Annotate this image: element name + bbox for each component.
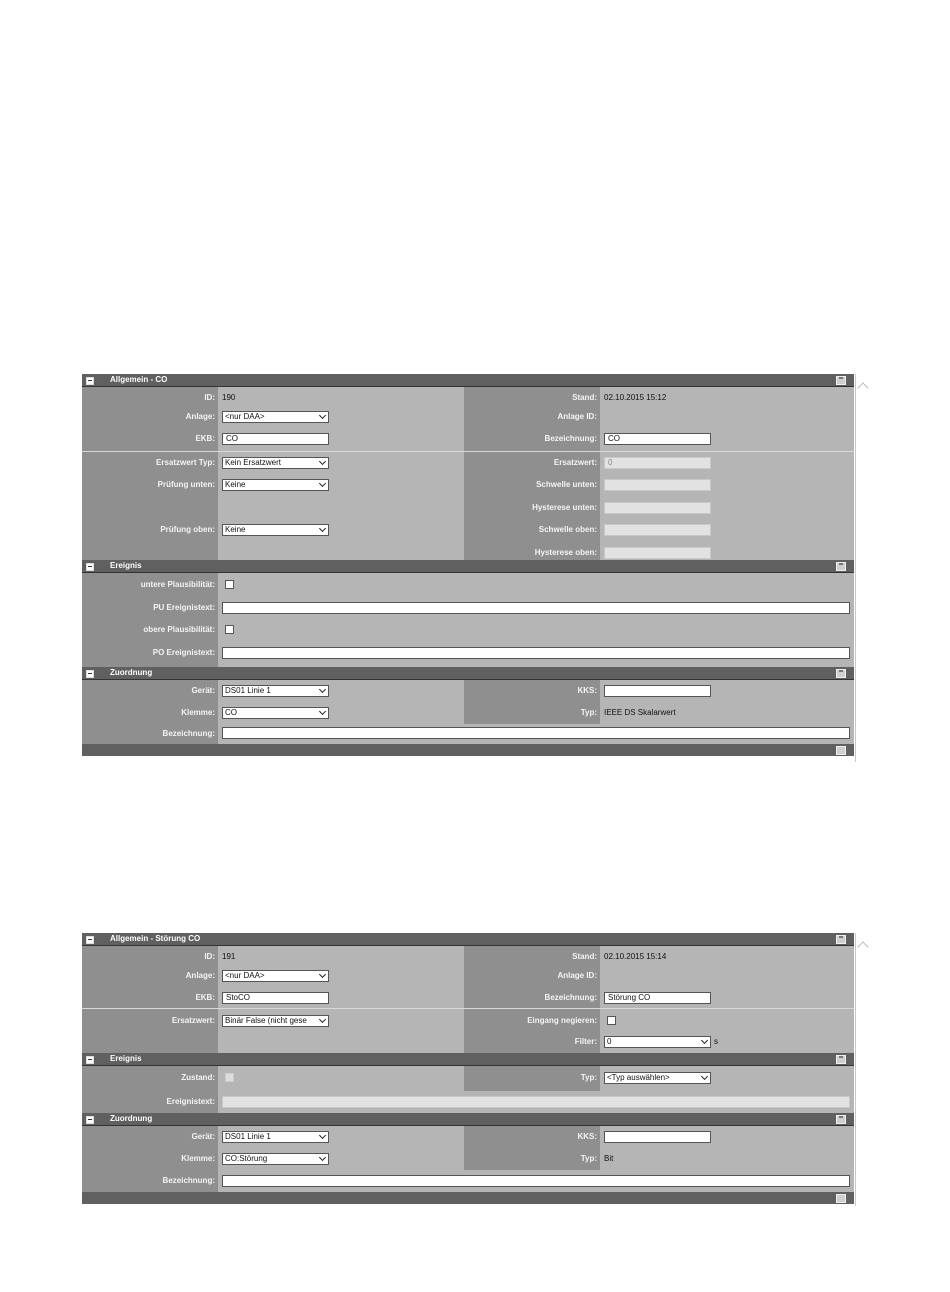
save-icon[interactable] [836, 562, 846, 571]
filter-select[interactable]: 0 [604, 1036, 711, 1048]
anlage-id-label: Anlage ID: [557, 412, 597, 421]
ersatzwert-label: Ersatzwert: [171, 1016, 215, 1025]
filter-unit: s [714, 1037, 718, 1046]
kks-input[interactable] [604, 685, 711, 697]
typ-label: Typ: [580, 1154, 597, 1163]
collapse-icon[interactable] [86, 1116, 94, 1124]
pruefung-oben-select[interactable]: Keine [222, 524, 329, 536]
chevron-down-icon [319, 458, 326, 465]
bezeichnung-input[interactable]: Störung CO [604, 992, 711, 1004]
chevron-down-icon [319, 686, 326, 693]
save-icon[interactable] [836, 1115, 846, 1124]
hysterese-oben-label: Hysterese oben: [534, 548, 597, 557]
section-header-allgemein [82, 933, 854, 946]
anlage-select[interactable]: <nur DAA> [222, 411, 329, 423]
typ-value: Bit [604, 1154, 614, 1163]
save-icon[interactable] [836, 376, 846, 385]
save-icon[interactable] [836, 1194, 846, 1203]
section-title: Zuordnung [110, 1114, 153, 1123]
zustand-checkbox[interactable] [225, 1073, 234, 1082]
stand-label: Stand: [572, 393, 597, 402]
panel-footer [82, 744, 854, 756]
chevron-down-icon [319, 480, 326, 487]
chevron-down-icon [701, 1037, 708, 1044]
section-header-allgemein [82, 374, 854, 387]
schwelle-oben-label: Schwelle oben: [538, 525, 597, 534]
panel-footer [82, 1192, 854, 1204]
scrollbar[interactable] [855, 374, 870, 762]
eingang-negieren-checkbox[interactable] [607, 1016, 616, 1025]
chevron-down-icon [319, 412, 326, 419]
id-value: 190 [222, 393, 236, 402]
ersatzwert-label: Ersatzwert: [553, 458, 597, 467]
zuordnung-bezeichnung-input[interactable] [222, 1175, 850, 1187]
section-body-zuordnung [82, 680, 854, 744]
section-title: Allgemein - Störung CO [110, 934, 201, 943]
ersatzwert-typ-label: Ersatzwert Typ: [156, 458, 215, 467]
typ-value: IEEE DS Skalarwert [604, 708, 676, 717]
anlage-label: Anlage: [185, 971, 215, 980]
chevron-down-icon [319, 1016, 326, 1023]
anlage-id-label: Anlage ID: [557, 971, 597, 980]
chevron-down-icon [319, 525, 326, 532]
collapse-icon[interactable] [86, 377, 94, 385]
id-label: ID: [204, 393, 215, 402]
geraet-label: Gerät: [191, 686, 215, 695]
save-icon[interactable] [836, 746, 846, 755]
save-icon[interactable] [836, 669, 846, 678]
chevron-down-icon [319, 1132, 326, 1139]
chevron-down-icon [701, 1073, 708, 1080]
section-body-ereignis [82, 1066, 854, 1113]
untere-plausibilitaet-label: untere Plausibilität: [140, 580, 215, 589]
section-body-ereignis [82, 573, 854, 667]
bezeichnung-label: Bezeichnung: [544, 434, 597, 443]
scroll-up-icon[interactable] [857, 382, 868, 393]
section-header-ereignis [82, 560, 854, 573]
chevron-down-icon [319, 971, 326, 978]
collapse-icon[interactable] [86, 670, 94, 678]
ereignistext-label: Ereignistext: [166, 1097, 215, 1106]
hysterese-unten-input[interactable] [604, 502, 711, 514]
pu-ereignistext-input[interactable] [222, 602, 850, 614]
anlage-select[interactable]: <nur DAA> [222, 970, 329, 982]
kks-label: KKS: [577, 1132, 597, 1141]
po-ereignistext-input[interactable] [222, 647, 850, 659]
id-label: ID: [204, 952, 215, 961]
obere-plausibilitaet-checkbox[interactable] [225, 625, 234, 634]
collapse-icon[interactable] [86, 563, 94, 571]
pruefung-oben-label: Prüfung oben: [160, 525, 215, 534]
filter-label: Filter: [574, 1037, 597, 1046]
section-header-zuordnung [82, 667, 854, 680]
save-icon[interactable] [836, 1055, 846, 1064]
ekb-label: EKB: [195, 993, 215, 1002]
klemme-select[interactable]: CO:Störung [222, 1153, 329, 1165]
schwelle-oben-input[interactable] [604, 524, 711, 536]
id-value: 191 [222, 952, 236, 961]
ekb-input[interactable]: CO [222, 433, 329, 445]
pruefung-unten-label: Prüfung unten: [157, 480, 215, 489]
geraet-label: Gerät: [191, 1132, 215, 1141]
section-body-allgemein [82, 946, 854, 1053]
collapse-icon[interactable] [86, 936, 94, 944]
section-header-ereignis [82, 1053, 854, 1066]
klemme-label: Klemme: [181, 708, 215, 717]
section-title: Ereignis [110, 1054, 142, 1063]
schwelle-unten-label: Schwelle unten: [536, 480, 597, 489]
ekb-label: EKB: [195, 434, 215, 443]
geraet-select[interactable]: DS01 Linie 1 [222, 1131, 329, 1143]
scroll-up-icon[interactable] [857, 941, 868, 952]
bezeichnung-input[interactable]: CO [604, 433, 711, 445]
section-title: Zuordnung [110, 668, 153, 677]
kks-input[interactable] [604, 1131, 711, 1143]
ereignistext-input[interactable] [222, 1096, 850, 1108]
section-body-zuordnung [82, 1126, 854, 1192]
save-icon[interactable] [836, 935, 846, 944]
zustand-label: Zustand: [181, 1073, 215, 1082]
section-header-zuordnung [82, 1113, 854, 1126]
untere-plausibilitaet-checkbox[interactable] [225, 580, 234, 589]
geraet-select[interactable]: DS01 Linie 1 [222, 685, 329, 697]
zuordnung-bezeichnung-label: Bezeichnung: [162, 1176, 215, 1185]
pu-ereignistext-label: PU Ereignistext: [153, 603, 215, 612]
schwelle-unten-input[interactable] [604, 479, 711, 491]
typ-label: Typ: [580, 1073, 597, 1082]
po-ereignistext-label: PO Ereignistext: [152, 648, 215, 657]
ersatzwert-input[interactable]: 0 [604, 457, 711, 469]
typ-select[interactable]: <Typ auswählen> [604, 1072, 711, 1084]
section-title: Ereignis [110, 561, 142, 570]
bezeichnung-label: Bezeichnung: [544, 993, 597, 1002]
eingang-negieren-label: Eingang negieren: [527, 1016, 597, 1025]
stand-label: Stand: [572, 952, 597, 961]
obere-plausibilitaet-label: obere Plausibilität: [143, 625, 215, 634]
ersatzwert-select[interactable]: Binär False (nicht gese [222, 1015, 329, 1027]
ekb-input[interactable]: StoCO [222, 992, 329, 1004]
section-body-allgemein [82, 387, 854, 560]
stand-value: 02.10.2015 15:12 [604, 393, 667, 402]
collapse-icon[interactable] [86, 1056, 94, 1064]
anlage-label: Anlage: [185, 412, 215, 421]
zuordnung-bezeichnung-input[interactable] [222, 727, 850, 739]
kks-label: KKS: [577, 686, 597, 695]
pruefung-unten-select[interactable]: Keine [222, 479, 329, 491]
hysterese-unten-label: Hysterese unten: [532, 503, 597, 512]
hysterese-oben-input[interactable] [604, 547, 711, 559]
klemme-label: Klemme: [181, 1154, 215, 1163]
scrollbar[interactable] [855, 933, 870, 1206]
ersatzwert-typ-select[interactable]: Kein Ersatzwert [222, 457, 329, 469]
zuordnung-bezeichnung-label: Bezeichnung: [162, 729, 215, 738]
stand-value: 02.10.2015 15:14 [604, 952, 667, 961]
chevron-down-icon [319, 1154, 326, 1161]
section-title: Allgemein - CO [110, 375, 168, 384]
chevron-down-icon [319, 708, 326, 715]
panel-co [82, 374, 854, 756]
typ-label: Typ: [580, 708, 597, 717]
panel-stoerung-co [82, 933, 854, 1204]
klemme-select[interactable]: CO [222, 707, 329, 719]
